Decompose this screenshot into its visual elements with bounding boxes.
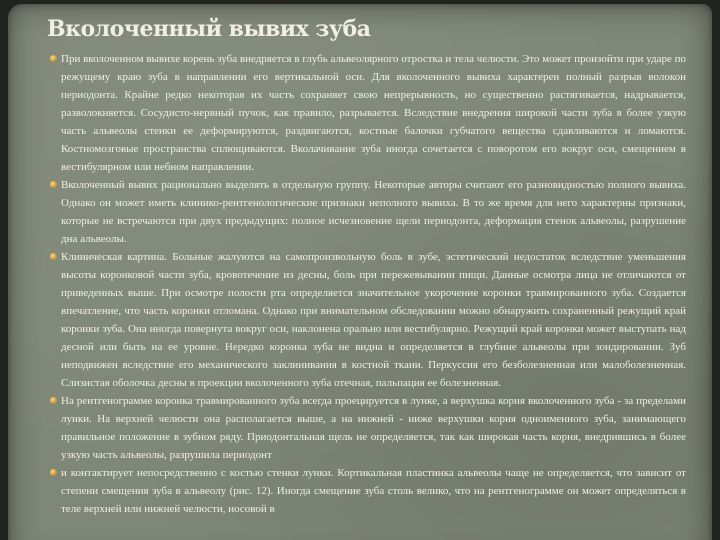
bullet-paragraph	[50, 248, 686, 392]
bullet-paragraph	[50, 176, 686, 248]
slide-body	[50, 50, 686, 518]
slide-title: Вколоченный вывих зуба	[47, 16, 371, 42]
paragraph-text: Вколоченный вывих рационально выделять в отдельную группу. Некоторые авторы считают его разновидностью полного вывиха. Однако он может иметь клинико-рентгенологические признаки неполного вывиха. В то же время для него характерны признаки, которые не встречаются при двух предыдущих: полное исчезновение щели периодонта, деформация стенок альвеолы, разрушение дна альвеолы.	[61, 179, 686, 245]
bullet-icon	[50, 181, 57, 188]
bullet-paragraph	[50, 392, 686, 464]
bullet-paragraph	[50, 464, 686, 518]
bullet-paragraph	[50, 50, 686, 176]
paragraph-text: Клиническая картина. Больные жалуются на самопроизвольную боль в зубе, эстетический недостаток вследствие уменьшения высоты коронковой части зуба, кровотечение из десны, боль при пережевывании пищи. Данные осмотра лица не отличаются от приведенных выше. При осмотре полости рта определяется значительное укорочение коронки травмированного зуба. Создается впечатление, что часть коронки отломана. Однако при внимательном обследовании можно обнаружить сохраненный режущий край коронки зуба. Она иногда повернута вокруг оси, наклонена орально или вестибулярно. Режущий край коронки может выступать над десной или быть на ее уровне. Нередко коронка зуба не видна и определяется в глубине альвеолы при зондировании. Зуб неподвижен вследствие его механического заклинивания в костной ткани. Перкуссия его безболезненная или малоболезненная. Слизистая оболочка десны в проекции вколоченного зуба отечная, пальпация ее болезненная.	[61, 251, 686, 389]
bullet-icon	[50, 253, 57, 260]
paragraph-text: При вколоченном вывихе корень зуба внедряется в глубь альвеолярного отростка и тела челюсти. Это может произойти при ударе по режущему краю зуба в направлении его вертикальной оси. Для вколоченного вывиха характерен полный разрыв волокон периодонта. Крайне редко некоторая их часть сохраняет свою непрерывность, но существенно растягивается, надрывается, разволокняется. Сосудисто-нервный пучок, как правило, разрывается. Вследствие внедрения широкой части зуба в более узкую часть альвеолы стенки ее деформируются, раздвигаются, костные балочки губчатого вещества сдавливаются и ломаются. Костномозговые пространства сплющиваются. Вколачивание зуба иногда сочетается с поворотом его вокруг оси, смещением в вестибулярном или небном направлении.	[61, 53, 686, 173]
paragraph-text: На рентгенограмме коронка травмированного зуба всегда проецируется в лунке, а верхушка корня вколоченного зуба - за пределами лунки. На верхней челюсти она располагается выше, а на нижней - ниже верхушки корня одноименного зуба, занимающего правильное положение в зубном ряду. Приодонтальная щель не определяется, так как широкая часть корня, внедрившись в более узкую часть альвеолы, разрушила периодонт	[61, 395, 686, 461]
bullet-icon	[50, 55, 57, 62]
paragraph-text: и контактирует непосредственно с костью стенки лунки. Кортикальная пластинка альвеолы чаще не определяется, что зависит от степени смещения зуба в альвеолу (рис. 12). Иногда смещение зуба столь велико, что на рентгенограмме он может определяться в теле верхней или нижней челюсти, носовой в	[61, 467, 686, 515]
bullet-icon	[50, 397, 57, 404]
bullet-icon	[50, 469, 57, 476]
